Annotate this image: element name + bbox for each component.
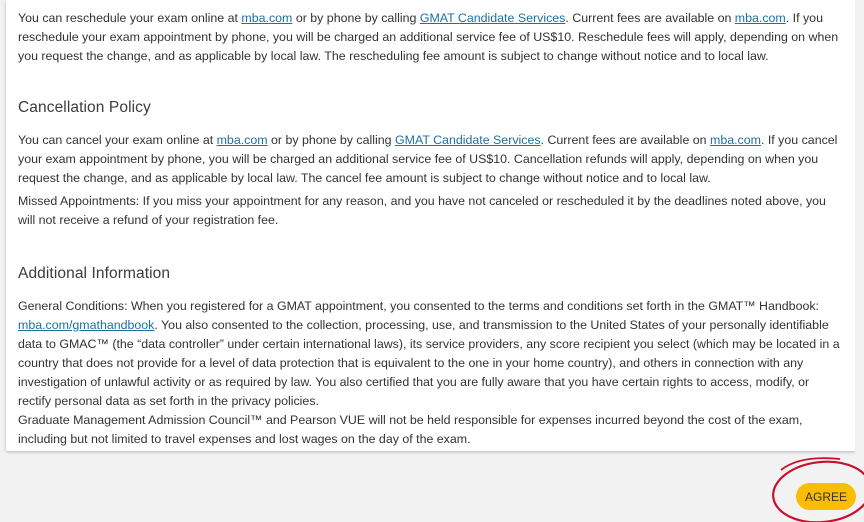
general-conditions-paragraph (18, 297, 843, 411)
mba-link[interactable]: mba.com (734, 11, 786, 25)
mba-link[interactable]: mba.com (710, 133, 761, 147)
reschedule-text: You can reschedule your exam online at (18, 11, 242, 25)
cancellation-text: or by phone by calling (267, 133, 396, 147)
gmat-candidate-services-link[interactable]: GMAT Candidate Services (395, 133, 541, 147)
disclaimer-paragraph: Graduate Management Admission Council™ and Pearson VUE will not be held responsible for expenses incurred beyond the cost of the exam, including but not limited to travel expenses and lost wages on the day of the exam. (18, 413, 803, 446)
cancellation-text: . If you cancel your exam appointment by phone, you will be charged an additional service fee of US$10. Cancellation refunds will apply, depending on when you request the change, and as applicable by local law. The cancel fee amount is subject to change without notice and to local law. (18, 133, 838, 185)
cancellation-policy-heading: Cancellation Policy (18, 99, 151, 116)
scrollbar-track[interactable] (855, 0, 864, 451)
cancellation-paragraph (18, 131, 843, 188)
gmat-candidate-services-link[interactable]: GMAT Candidate Services (419, 11, 566, 25)
reschedule-text: . Current fees are available on (565, 11, 735, 25)
general-conditions-text: General Conditions: When you registered for a GMAT appointment, you consented to the terms and conditions set forth in the GMAT™ Handbook: (18, 299, 819, 313)
mba-link[interactable]: mba.com (241, 11, 293, 25)
gmat-handbook-link[interactable]: mba.com/gmathandbook (18, 318, 155, 332)
reschedule-text: . If you reschedule your exam appointment by phone, you will be charged an additional service fee of US$10. Reschedule fees will apply, depending on when you request the change, and as applicable by local law. The rescheduling fee amount is subject to change without notice and to local law. (18, 11, 839, 63)
general-conditions-text: . You also consented to the collection, processing, use, and transmission to the United States of your personally identifiable data to GMAC™ (the “data controller” under certain international laws), its service providers, any score recipient you select (which may be located in a country that does not provide for a level of data protection that is equivalent to the one in your home country), and others in connection with any investigation of unlawful activity or as required by law. You also certified that you are fully aware that you have certain rights to access, modify, or rectify personal data as set forth in the privacy policies. (18, 318, 840, 408)
additional-information-heading: Additional Information (18, 265, 171, 282)
reschedule-text: or by phone by calling (292, 11, 420, 25)
cancellation-text: You can cancel your exam online at (18, 133, 217, 147)
cancellation-text: . Current fees are available on (540, 133, 710, 147)
agree-button[interactable]: AGREE (796, 483, 856, 510)
missed-appointments-paragraph: Missed Appointments: If you miss your appointment for any reason, and you have not canceled or rescheduled it by the deadlines noted above, you will not receive a refund of your registration fee. (18, 194, 826, 227)
policy-content-card (6, 0, 855, 451)
mba-link[interactable]: mba.com (216, 133, 268, 147)
reschedule-paragraph (18, 9, 843, 66)
